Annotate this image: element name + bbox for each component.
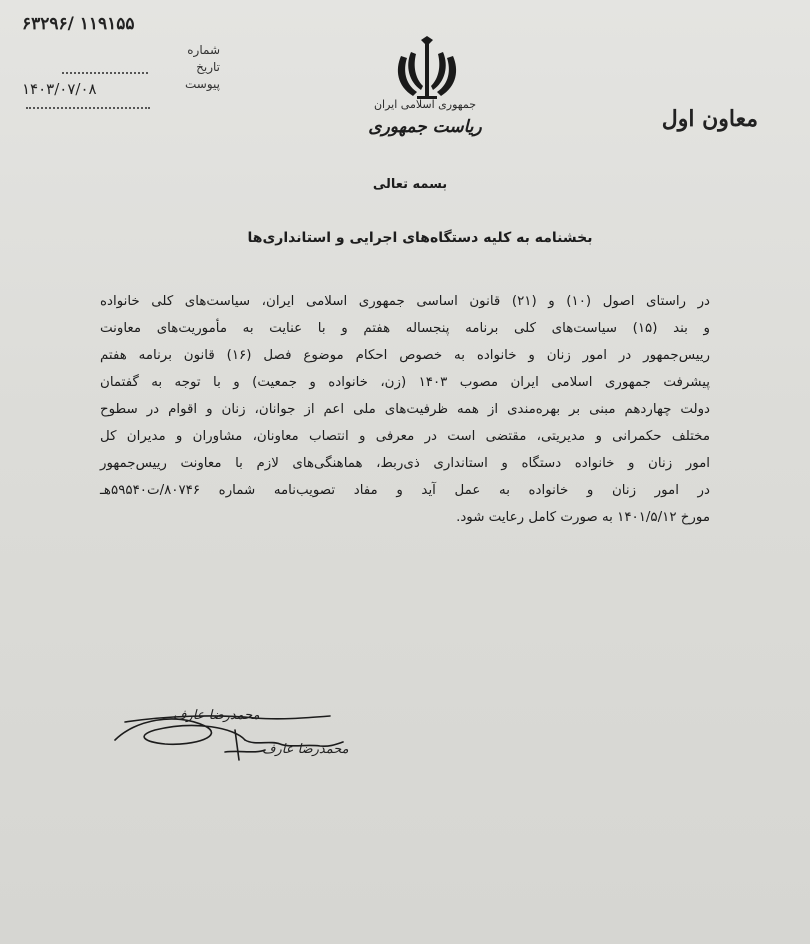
body-line: امور زنان و خانواده دستگاه و استانداری ذی‌ربط، هماهنگی‌های لازم با معاونت رییس‌جمهور (100, 456, 710, 471)
body-line: رییس‌جمهور در امور زنان و خانواده به خصوص احکام موضوع فصل (۱۶) قانون برنامه هفتم (100, 348, 710, 363)
body-line: در امور زنان و خانواده به عمل آید و مفاد تصویب‌نامه شماره ۸۰۷۴۶/ت۵۹۵۴۰هـ (100, 483, 710, 498)
header-country: جمهوری اسلامی ایران (373, 98, 477, 111)
body-line: پیشرفت جمهوری اسلامی ایران مصوب ۱۴۰۳ (زن، خانواده و جمعیت) و با توجه به گفتمان (100, 375, 710, 390)
presidency-header (360, 98, 490, 137)
date-label: تاریخ (196, 60, 220, 74)
body-line: مورخ ۱۴۰۱/۵/۱۲ به صورت کامل رعایت شود. (456, 510, 710, 525)
letter-body (100, 288, 710, 531)
number-label: شماره (187, 43, 220, 57)
dotted-line (26, 107, 150, 109)
body-line: مختلف حکمرانی و مدیریتی، مقتضی است در معرفی و انتصاب معاونان، مشاوران و مدیران کل (100, 429, 710, 444)
islamic-republic-emblem-icon (391, 36, 463, 102)
reference-block (22, 10, 232, 110)
letter-number: ۶۳۲۹۶/ ۱۱۹۱۵۵ (22, 14, 135, 34)
first-vice-president-label: معاون اول (661, 106, 758, 132)
letter-subject: بخشنامه به کلیه دستگاه‌های اجرایی و استانداری‌ها (247, 230, 593, 246)
attachment-label: پیوست (185, 77, 220, 91)
body-line: و بند (۱۵) سیاست‌های کلی برنامه پنجساله هفتم و با عنایت به مأموریت‌های معاونت (100, 321, 710, 336)
body-line: دولت چهاردهم مبنی بر بهره‌مندی از همه ظرفیت‌های ملی اعم از جوانان، زنان و اقوام در سطوح (100, 402, 710, 417)
bismillah: بسمه تعالی (372, 177, 448, 192)
header-presidency: ریاست جمهوری (368, 117, 482, 137)
body-line: در راستای اصول (۱۰) و (۲۱) قانون اساسی جمهوری اسلامی ایران، سیاست‌های کلی خانواده (100, 294, 710, 309)
signatory-name: محمدرضا عارف (173, 708, 260, 723)
signatory-autograph: محمدرضا عارف (262, 742, 349, 757)
letter-date: ۱۴۰۳/۰۷/۰۸ (22, 80, 97, 98)
dotted-line (62, 72, 148, 74)
